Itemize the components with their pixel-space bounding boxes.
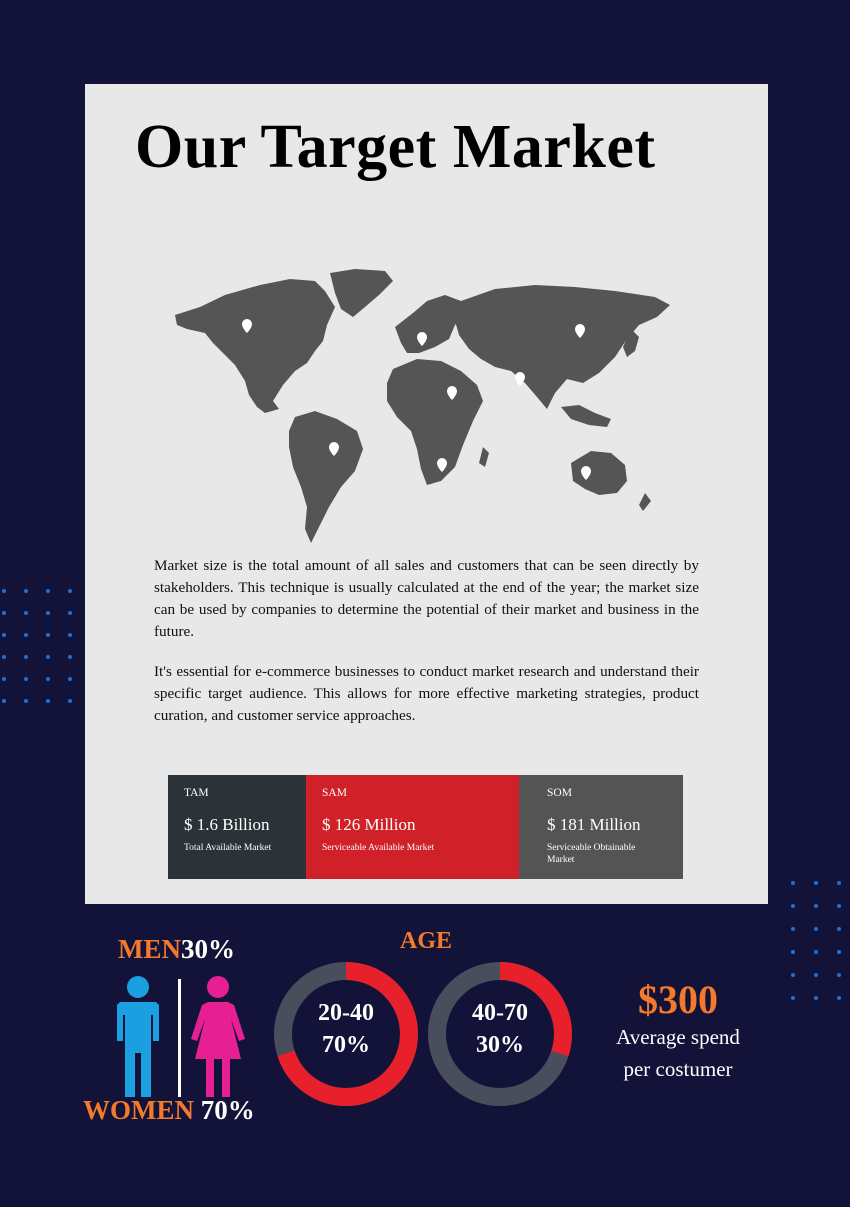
caption-line: per costumer xyxy=(623,1057,733,1081)
stat-label: SOM xyxy=(547,787,572,799)
stat-value: $ 1.6 Billion xyxy=(184,815,270,834)
age-group-text xyxy=(427,997,573,1061)
age-percent: 70% xyxy=(322,1032,370,1058)
europe xyxy=(395,295,465,353)
australia xyxy=(571,451,627,495)
women-stat xyxy=(83,1095,255,1126)
world-map xyxy=(165,267,680,547)
paragraph-market-research: It's essential for e-commerce businesses to conduct market research and understand their specific target audience. This allows for more effective marketing strategies, product curation, and customer service approaches. xyxy=(154,663,699,724)
pin-asia-south xyxy=(515,372,525,386)
woman-icon xyxy=(191,976,245,1097)
age-percent: 30% xyxy=(476,1032,524,1058)
sea-islands xyxy=(561,405,611,427)
stat-value: $ 126 Million xyxy=(322,815,416,834)
gender-icons xyxy=(112,975,252,1100)
men-stat xyxy=(118,934,235,965)
paragraph-market-size: Market size is the total amount of all sales and customers that can be seen directly by stakeholders. This technique is usually calculated at the end of the year; the market size can be used by companies to determine the potential of their market and business in the future. xyxy=(154,557,699,640)
stat-value: $ 181 Million xyxy=(547,815,641,834)
africa xyxy=(387,359,483,485)
man-icon xyxy=(117,976,159,1097)
caption-line: Average spend xyxy=(616,1025,740,1049)
decorative-dots-left xyxy=(2,589,72,703)
divider-line xyxy=(178,979,181,1097)
decorative-dots-right xyxy=(791,881,841,1000)
stat-label: SAM xyxy=(322,787,347,799)
men-label: MEN xyxy=(118,934,181,964)
women-value: 70% xyxy=(200,1095,255,1125)
age-range: 40-70 xyxy=(472,1000,528,1026)
stat-description: Serviceable Obtainable Market xyxy=(547,843,636,865)
stat-sam xyxy=(306,775,519,879)
women-label: WOMEN xyxy=(83,1095,194,1125)
new-zealand xyxy=(639,493,651,511)
north-america xyxy=(175,279,335,413)
age-range: 20-40 xyxy=(318,1000,374,1026)
greenland xyxy=(330,269,393,317)
page-title: Our Target Market xyxy=(135,113,656,181)
south-america xyxy=(289,411,363,543)
age-title: AGE xyxy=(400,928,453,954)
stat-tam xyxy=(168,775,306,879)
age-group-text xyxy=(273,997,419,1061)
market-stats xyxy=(168,775,683,879)
continents xyxy=(175,269,670,543)
stat-label: TAM xyxy=(184,787,209,799)
men-value: 30% xyxy=(181,934,235,964)
asia xyxy=(455,285,670,409)
madagascar xyxy=(479,447,489,467)
stat-som xyxy=(519,775,683,879)
average-spend-caption xyxy=(595,1021,761,1085)
stat-description: Serviceable Available Market xyxy=(322,843,435,853)
average-spend-value: $300 xyxy=(638,977,718,1022)
stat-description: Total Available Market xyxy=(184,843,272,853)
content-card xyxy=(85,84,768,904)
